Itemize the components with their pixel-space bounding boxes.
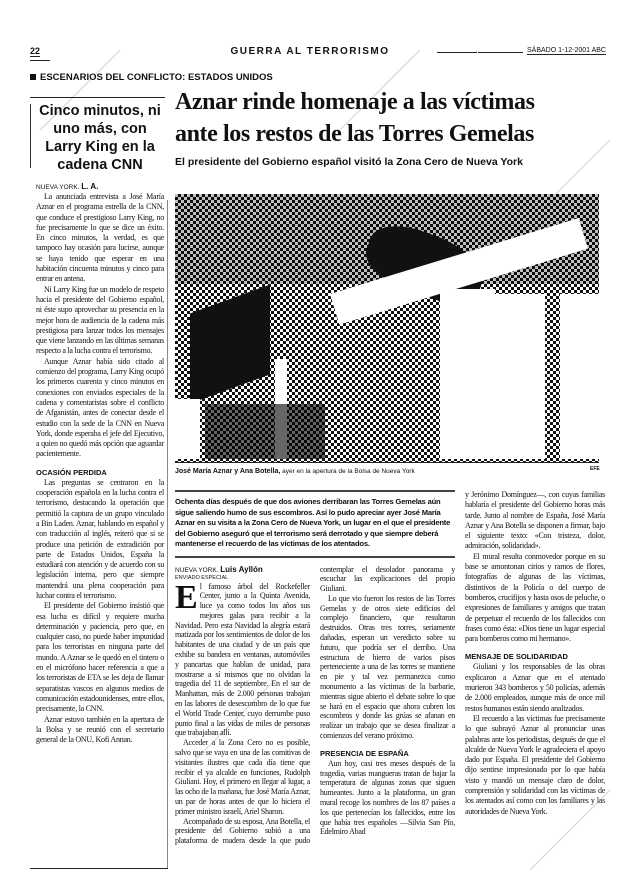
sidebar-article — [36, 182, 164, 745]
issue-date: SÁBADO 1-12-2001 ABC — [527, 47, 606, 54]
divider — [30, 868, 168, 869]
divider — [30, 97, 165, 98]
paragraph: El mural resulta conmovedor porque en su base se amontonan cirios y ramos de flores, fotografías de algunas de las víctimas, distintivos de la Policía o del cuerpo de bomberos, crucifijos y hasta osos de peluche, o expresiones de familiares y amigos que tratan de perpetuar el recuerdo de los fallecidos con frases como ésta: «Dios tiene un lugar especial para bomberos como mi hermano». — [465, 551, 605, 644]
divider — [478, 52, 523, 53]
paragraph: Aznar estuvo también en la apertura de la Bolsa y se reunió con el secretario general de la ONU, Kofi Annan. — [36, 714, 164, 745]
main-headline — [175, 86, 615, 150]
news-photo — [175, 194, 599, 463]
paragraph: Acceder a la Zona Cero no es posible, salvo que se vaya en una de las comitivas de visitantes ilustres que cada día tiene que recibir el ya alcalde en funciones, Rudolph Giuliani. Hoy, el primero en llegar al lugar, a las ocho de la mañana, fue José María Aznar, un par de horas antes de que lo hiciera el primer ministro israelí, Ariel Sharon. — [175, 738, 310, 816]
kicker-label: ESCENARIOS DEL CONFLICTO: ESTADOS UNIDOS — [40, 72, 273, 83]
paragraph: Giuliani y los responsables de las obras explicaron a Aznar que en el atentado murieron 343 bomberos y 50 policías, además de 2.000 empleados, aunque más de once mil restos humanos están siendo analizados. — [465, 662, 605, 713]
byline-author: Luis Ayllón — [220, 564, 263, 574]
column-rule — [167, 200, 168, 868]
section-title: GUERRA AL TERRORISMO — [230, 46, 390, 57]
photo-caption — [175, 468, 575, 475]
section-kicker — [30, 72, 273, 83]
divider — [30, 60, 50, 61]
article-lede — [175, 490, 455, 558]
article-body — [175, 565, 455, 847]
sidebar-subhead: OCASIÓN PERDIDA — [36, 467, 107, 477]
paragraph: l famoso árbol del Rockefeller Center, junto a la Quinta Avenida, luce ya como todos los años sus mejores galas para recibir a la Navidad. Pero esta Navidad la alegría estará matizada por los sentimientos de dolor de los habitantes de una ciudad y de un país que exhibe su bandera en ventanas, automóviles y pancartas que hablan de unidad, para mostrarse a sí mismos que no olvidan la tragedia del 11 de septiembre. En el sur de Manhattan, más de 2.000 personas trabajan en las labores de desescombro de lo que fue el World Trade Center, cuyo derrumbe puso punto final a las vidas de miles de personas que trabajaban allí. — [175, 581, 310, 738]
drop-cap: E — [175, 578, 198, 616]
byline-place: NUEVA YORK. — [36, 184, 80, 191]
square-bullet-icon — [30, 74, 36, 80]
divider — [437, 52, 477, 53]
lede-text: un lugar en el que el presidente del Gobierno aseguró que el terrorismo será derrotado y que siempre deberá mantenerse el recuerdo de las víctimas de los atentados. — [175, 518, 451, 548]
paragraph: Aun hoy, casi tres meses después de la tragedia, varias mangueras tratan de bajar la temperatura de algunas zonas que siguen humeantes. Junto a la plataforma, un gran mural recoge los nombres de los 87 países a los que pertenecían los fallecidos, entre los que había tres españoles —Silvia San Pío, Edelmiro Abad — [320, 758, 455, 837]
caption-text: ayer en la apertura de la Bolsa de Nueva York — [282, 468, 415, 475]
page-number: 22 — [30, 46, 41, 56]
paragraph: y Jerónimo Domínguez—, con cuyas familias hablaría el presidente del Gobierno horas más tarde. Junto al nombre de España, José María Aznar y Ana Botella se disponen a firmar, bajo el siguiente texto: «Con tristeza, dolor, admiración, solidaridad». — [465, 490, 605, 551]
headline-line: ante los restos de las Torres Gemelas — [175, 121, 534, 147]
paragraph: El presidente del Gobierno insistió que esa lucha es difícil y requiere mucha determinación y paciencia, pero que, en cualquier caso, no puede haber impunidad para los terroristas en ninguna parte del mundo. A Aznar se le quedó en el tintero o en el micrófono hacer referencia a que a los terroristas de ETA se les deja de llamar separatistas vascos en algunos medios de comunicación estadounidenses, entre ellos, precisamente, la CNN. — [36, 601, 164, 714]
byline-author: L. A. — [81, 182, 99, 191]
photo-credit: EFE — [590, 466, 600, 472]
article-subhead: MENSAJE DE SOLIDARIDAD — [465, 652, 568, 662]
paragraph: El recuerdo a las víctimas fue precisamente lo que subrayó Aznar al pronunciar unas palabras ante los periodistas, después de que el alcalde de Nueva York le agradeciera el apoyo dado por España. El presidente del Gobierno dijo sentirse impresionado por lo que había visto y mandó un mensaje claro de dolor, comprensión y solidaridad con las víctimas de los atentados así como con los familiares y las autoridades de Nueva York. — [465, 713, 605, 816]
sidebar — [36, 102, 164, 745]
sidebar-headline: Cinco minutos, ni uno más, con Larry King en la cadena CNN — [39, 103, 161, 173]
sidebar-byline — [36, 182, 164, 191]
paragraph: Las preguntas se centraron en la cooperación española en la lucha contra el terrorismo, destacando la operación que permitió la captura de un grupo vinculado a Bin Laden. Aznar, hablando en español y con traducción al inglés, reiteró que si se produce una petición de extradición por parte de Estados Unidos, España la estudiará con atención y de acuerdo con su legislación interna, pero que siempre mantendrá una plena cooperación para luchar contra el terrorismo. — [36, 477, 164, 600]
paragraph: Lo que vio fueron los restos de las Torres Gemelas y de otros siete edificios del complejo financiero, que resultaron destruidos. Otras tres torres, seriamente dañadas, esperan un veredicto sobre su futuro, que podría ser el derribo. Una estructura de hierro de varios pisos perteneciente a una de las torres se mantiene en pie y tal vez permanezca como monumento a las víctimas de la barbarie, mientras sigue abierto el debate sobre lo que se hará en el espacio que ahora cubren los escombros y donde las grúas se afanan en realizar un trabajo que se desea finalizar a comienzos del verano próximo. — [320, 593, 455, 741]
article-main — [175, 490, 455, 846]
article-subhead: PRESENCIA DE ESPAÑA — [320, 748, 409, 758]
sub-headline: El presidente del Gobierno español visitó la Zona Cero de Nueva York — [175, 156, 523, 168]
paragraph: Ni Larry King fue un modelo de respeto hacia el presidente del Gobierno español, ni éste supo aprovechar su presencia en la mejor hora de audiencia de la cadena más prestigiosa para lanzar todos los mensajes que viene lanzando en las últimas semanas respecto a la lucha contra el terrorismo. — [36, 284, 164, 356]
byline-place: NUEVA YORK. — [175, 566, 219, 574]
paragraph: Aunque Aznar había sido citado al comienzo del programa, Larry King ocupó los primeros cuarenta y cinco minutos en conexiones con enviados especiales de la cadena y comentaristas sobre el conflicto de Afganistán, antes de conectar desde el estudio con la sede de la CNN en Nueva York, donde esperaba el jefe del Ejecutivo, a quien no quedó más opción que aguardar pacientemente. — [36, 356, 164, 459]
byline-role: ENVIADO ESPECIAL — [175, 574, 229, 581]
caption-names: José María Aznar y Ana Botella, — [175, 468, 281, 475]
lede-bold: Ochenta días después de que dos aviones derribaran las Torres Gemelas aún sigue saliendo humo de sus escombros. Así lo pudo apreciar ayer José María Aznar en su visita a la Zona Cero de Nueva York, — [175, 497, 441, 527]
article-column-3 — [465, 490, 605, 817]
article-byline — [175, 565, 310, 574]
paragraph: Acompañado de su esposa, Ana Botella, el presidente del Gobierno subió a una plataforma de madera desde la que pudo contemplar el desolador panorama y escuchar las explicaciones del propio Giuliani. — [175, 564, 455, 846]
paragraph: La anunciada entrevista a José María Aznar en el programa estrella de la CNN, que conduce el prestigioso Larry King, no fue precisamente lo que se dice un éxito. En cinco minutos, la verdad, es que tampoco hay ocasión para lucirse, aunque se haya tenido que esperar en una habitación cincuenta minutos y cinco para entrar en antena. — [36, 192, 164, 284]
sidebar-rule — [30, 104, 31, 168]
headline-line: Aznar rinde homenaje a las víctimas — [175, 89, 535, 115]
headline-block — [175, 86, 615, 168]
